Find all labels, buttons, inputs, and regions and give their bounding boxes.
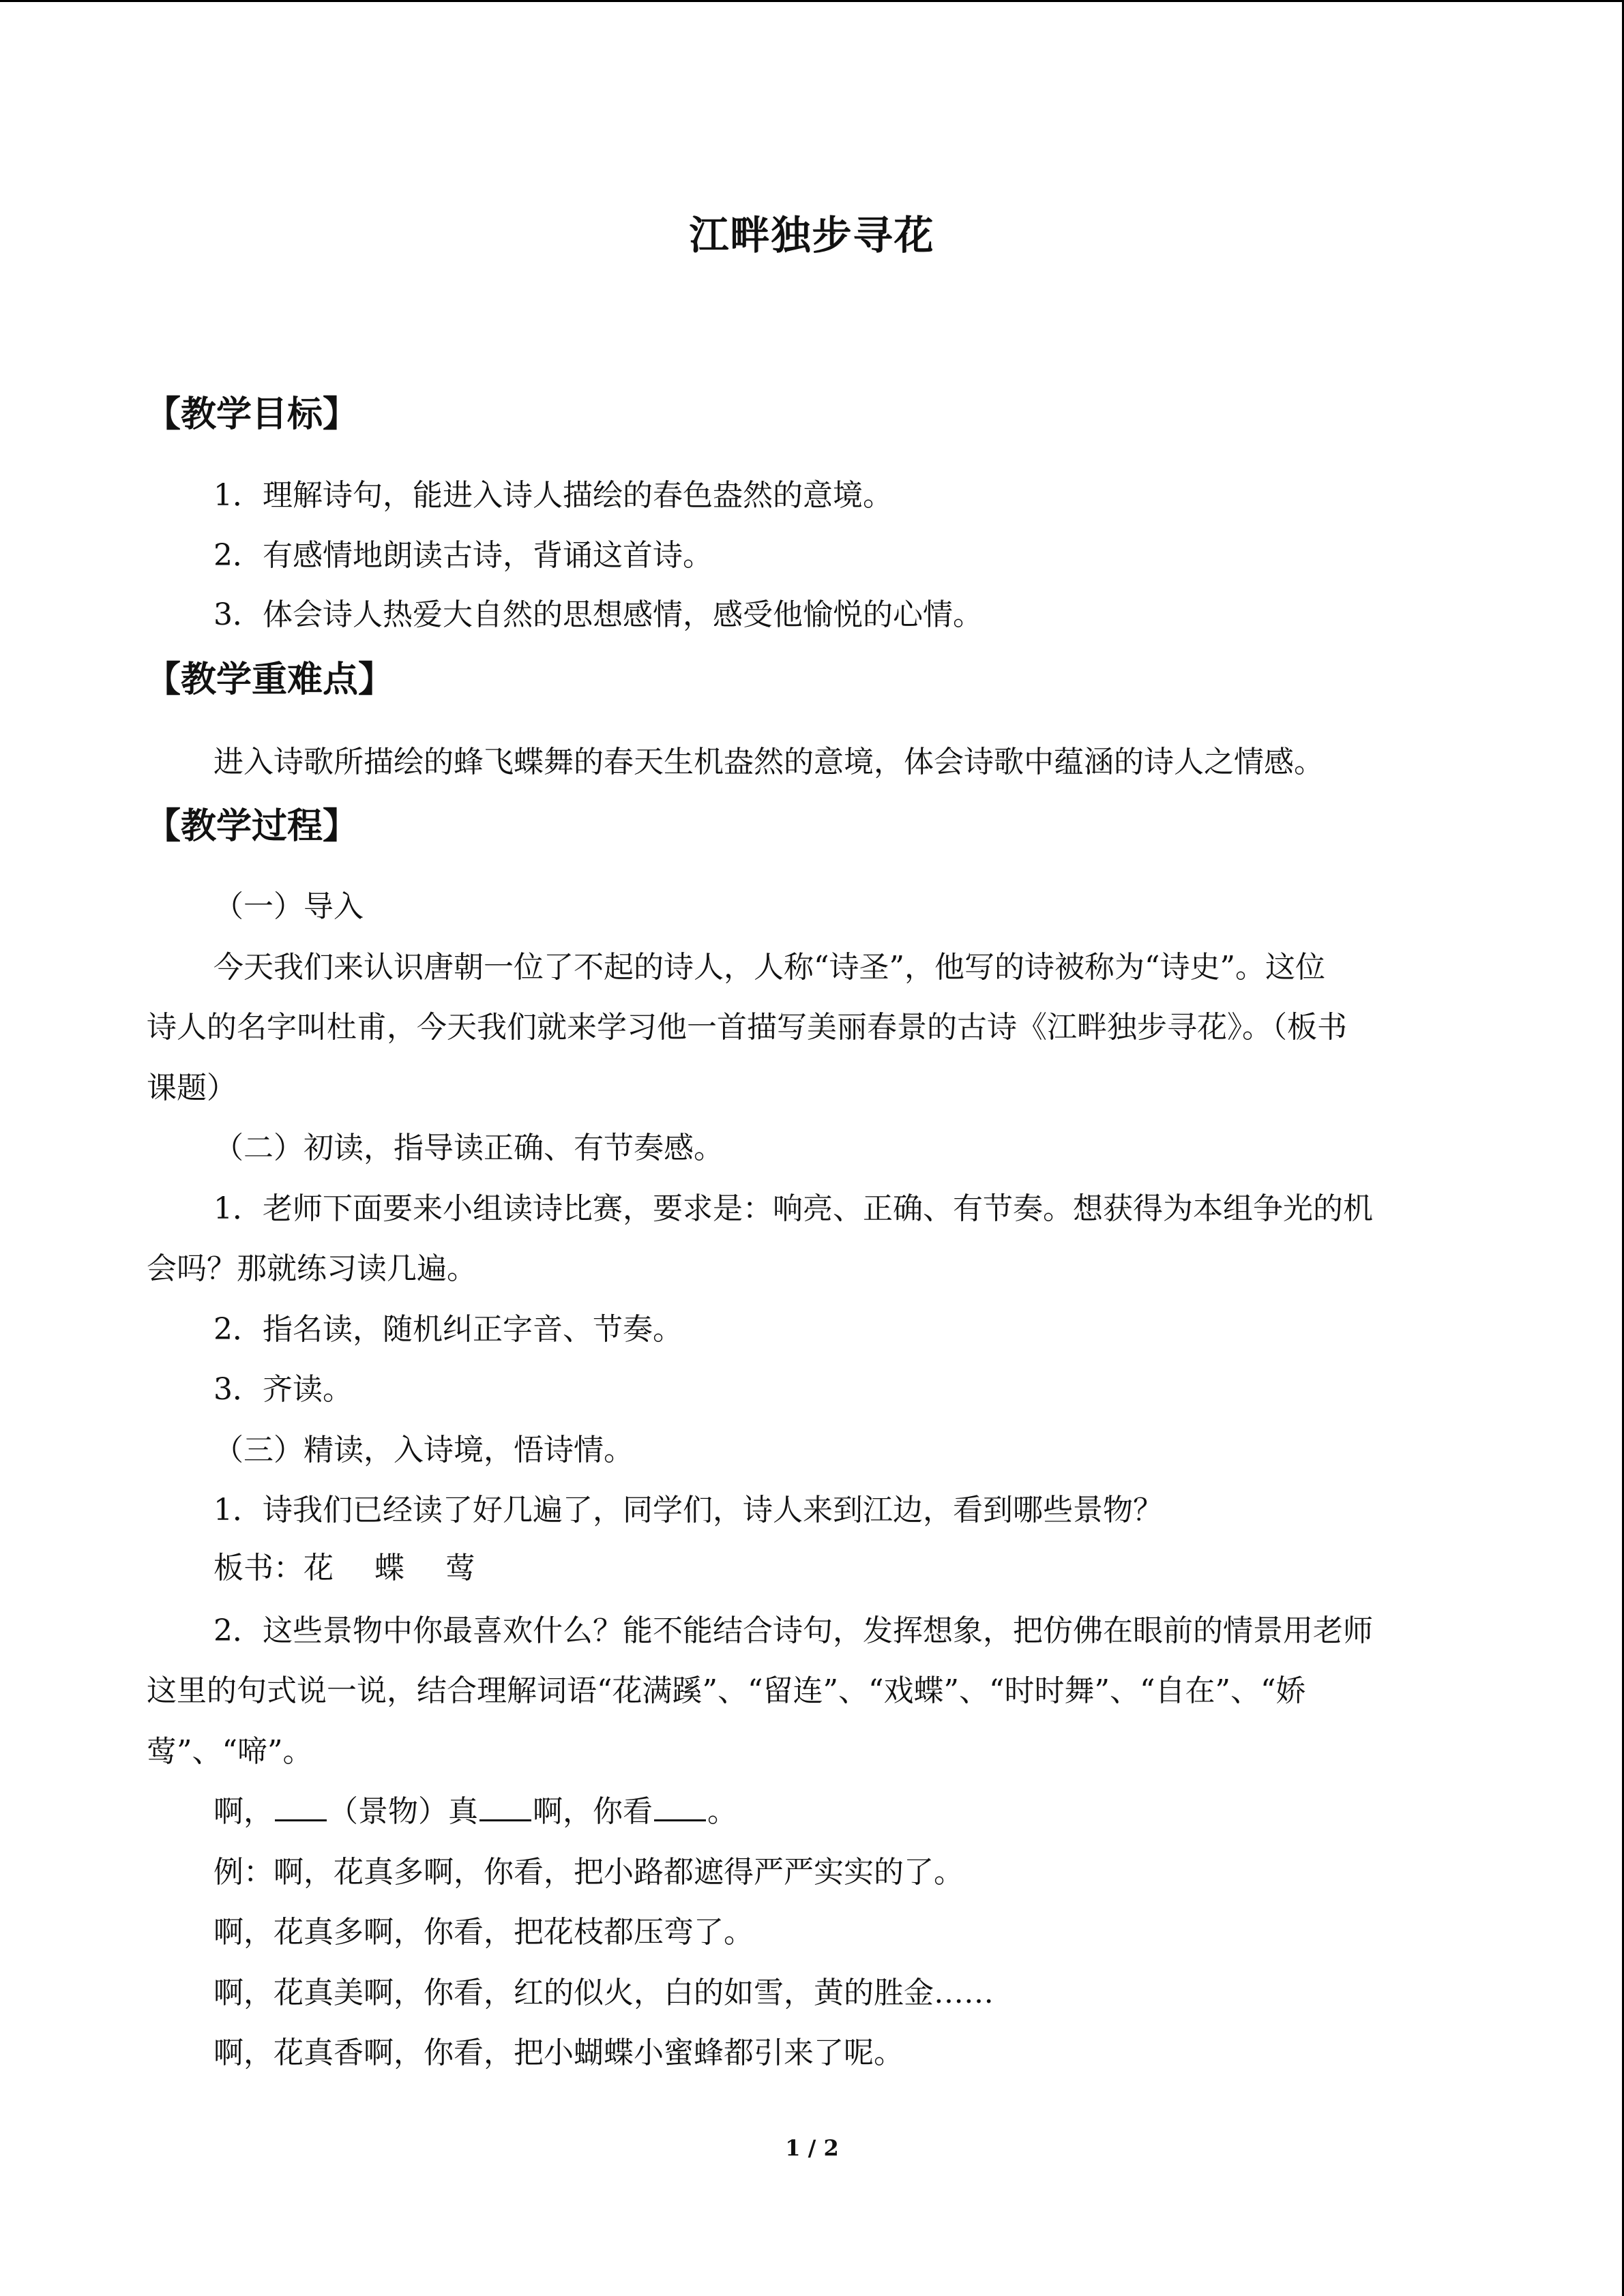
part3-item2-line-3: 莺”、“啼”。 bbox=[147, 1734, 313, 1769]
goals-heading: 【教学目标】 bbox=[145, 393, 359, 435]
example-2: 啊，花真多啊，你看，把花枝都压弯了。 bbox=[213, 1915, 754, 1950]
board-word-butterfly: 蝶 bbox=[374, 1551, 404, 1585]
part2-item3: 3．齐读。 bbox=[213, 1372, 353, 1407]
part3-item1: 1．诗我们已经读了好几遍了，同学们，诗人来到江边，看到哪些景物？ bbox=[213, 1493, 1163, 1527]
part1-title: （一）导入 bbox=[213, 889, 364, 924]
goal-item-2: 2．有感情地朗读古诗，背诵这首诗。 bbox=[213, 538, 713, 573]
pattern-part-1: 啊， bbox=[213, 1794, 274, 1829]
fill-blank-3 bbox=[654, 1792, 706, 1821]
page-border-top bbox=[0, 0, 1624, 2]
key-points-heading: 【教学重难点】 bbox=[145, 659, 394, 700]
goal-item-1: 1．理解诗句，能进入诗人描绘的春色盎然的意境。 bbox=[213, 478, 893, 513]
page-number: 1 / 2 bbox=[785, 2135, 839, 2161]
example-4: 啊，花真香啊，你看，把小蝴蝶小蜜蜂都引来了呢。 bbox=[213, 2036, 904, 2070]
process-heading: 【教学过程】 bbox=[145, 805, 359, 847]
pattern-part-2: （景物）真 bbox=[328, 1794, 478, 1829]
pattern-part-4: 。 bbox=[707, 1794, 737, 1829]
part3-item2-line-1: 2．这些景物中你最喜欢什么？能不能结合诗句，发挥想象，把仿佛在眼前的情景用老师 bbox=[213, 1613, 1373, 1648]
example-3: 啊，花真美啊，你看，红的似火，白的如雪，黄的胜金…… bbox=[213, 1976, 994, 2010]
fill-blank-1 bbox=[275, 1792, 327, 1821]
part3-title: （三）精读，入诗境，悟诗情。 bbox=[213, 1433, 634, 1467]
part1-para-line-1: 今天我们来认识唐朝一位了不起的诗人，人称“诗圣”，他写的诗被称为“诗史”。这位 bbox=[213, 950, 1325, 985]
document-title: 江畔独步寻花 bbox=[689, 212, 935, 258]
board-word-oriole: 莺 bbox=[445, 1551, 475, 1585]
pattern-part-3: 啊，你看 bbox=[533, 1794, 653, 1829]
key-points-text: 进入诗歌所描绘的蜂飞蝶舞的春天生机盎然的意境，体会诗歌中蕴涵的诗人之情感。 bbox=[213, 745, 1324, 779]
goal-item-3: 3．体会诗人热爱大自然的思想感情，感受他愉悦的心情。 bbox=[213, 597, 983, 632]
sentence-pattern bbox=[213, 1791, 737, 1832]
example-1: 例：啊，花真多啊，你看，把小路都遮得严严实实的了。 bbox=[213, 1855, 964, 1890]
board-writing bbox=[213, 1548, 475, 1589]
part3-item2-line-2: 这里的句式说一说，结合理解词语“花满蹊”、“留连”、“戏蝶”、“时时舞”、“自在”、“娇 bbox=[147, 1673, 1306, 1708]
fill-blank-2 bbox=[479, 1792, 531, 1821]
part1-para-line-3: 课题） bbox=[147, 1071, 237, 1105]
part2-item1-line-2: 会吗？那就练习读几遍。 bbox=[147, 1251, 477, 1286]
part1-para-line-2: 诗人的名字叫杜甫，今天我们就来学习他一首描写美丽春景的古诗《江畔独步寻花》。（板书 bbox=[147, 1010, 1347, 1045]
board-word-flower: 花 bbox=[304, 1551, 334, 1585]
part2-item2: 2．指名读，随机纠正字音、节奏。 bbox=[213, 1312, 683, 1347]
board-label: 板书： bbox=[213, 1551, 304, 1585]
part2-title: （二）初读，指导读正确、有节奏感。 bbox=[213, 1131, 724, 1165]
part2-item1-line-1: 1．老师下面要来小组读诗比赛，要求是：响亮、正确、有节奏。想获得为本组争光的机 bbox=[213, 1191, 1373, 1226]
